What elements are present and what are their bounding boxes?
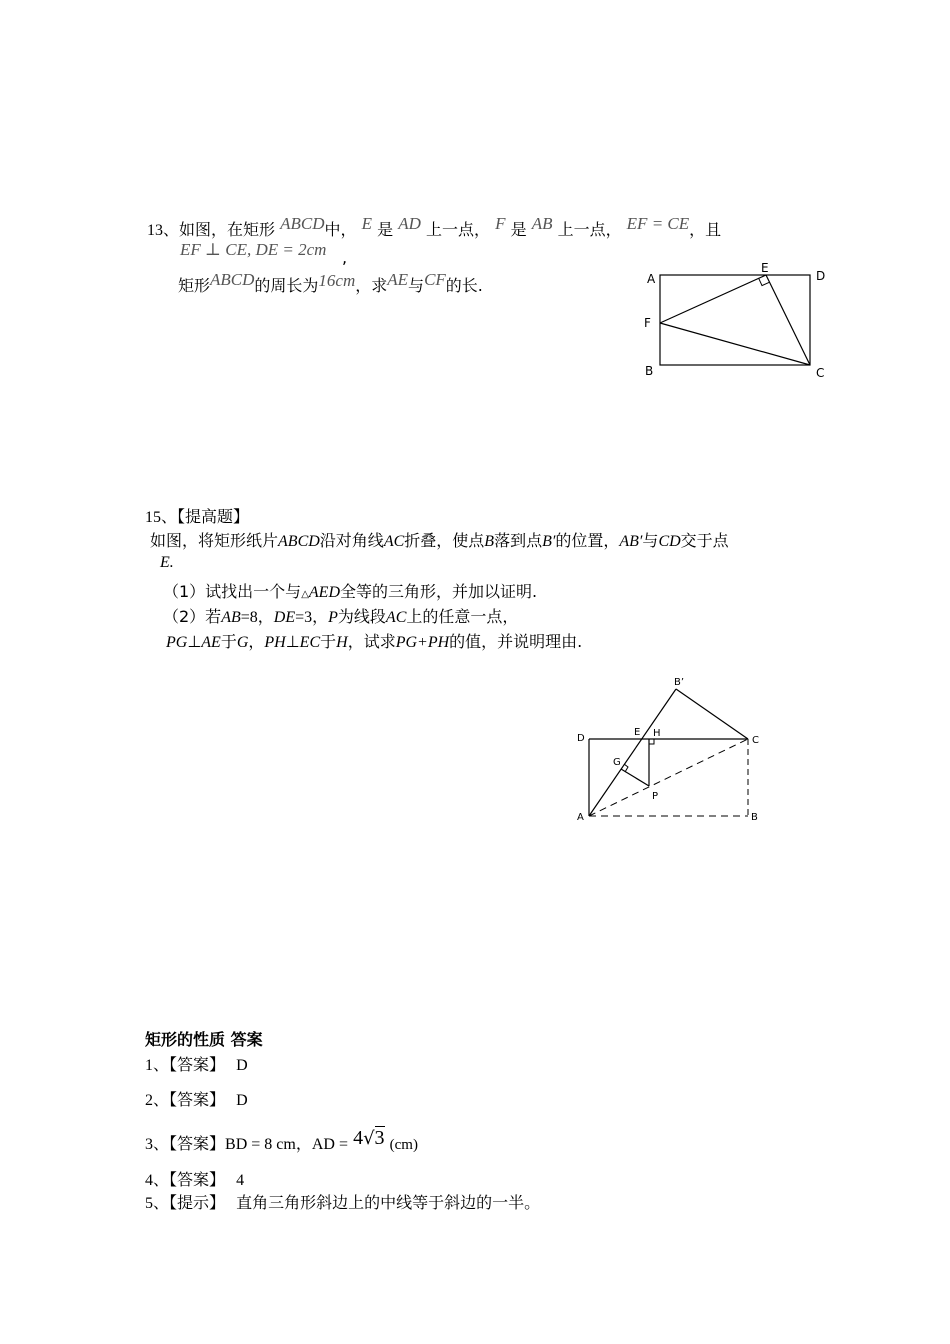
- q13-text-7: ，且: [689, 220, 722, 239]
- q15-l1c: 沿对角线: [319, 531, 384, 550]
- q15-s2a: （2）若: [163, 607, 222, 626]
- q15-s3h: ⊥: [285, 632, 300, 651]
- q15-l1g: 落到点: [494, 531, 543, 550]
- answer-3: [145, 1127, 418, 1155]
- q15-l1i: 的位置，: [555, 531, 620, 550]
- q15-label-e: E: [634, 727, 641, 738]
- q15-l1b: ABCD: [278, 533, 320, 550]
- q13-text-11: 与: [408, 276, 425, 295]
- q15-label-b-prime: B’: [674, 677, 685, 688]
- q13-text-3: 是: [377, 220, 394, 239]
- q13-math-ad: AD: [398, 214, 421, 233]
- q15-label-b: B: [751, 812, 758, 823]
- q15-s2i: 上的任意一点，: [406, 607, 519, 626]
- answer-3-coefficient: 4: [353, 1127, 364, 1149]
- answer-3-value: BD = 8 cm，AD =: [225, 1136, 348, 1153]
- q15-sub3: [166, 629, 582, 652]
- q13-comma: ,: [342, 248, 348, 267]
- q15-line2: E.: [160, 554, 174, 571]
- q15-s2e: =3，: [295, 609, 329, 626]
- q15-s3j: 于: [320, 632, 337, 651]
- q13-math-efce: EF = CE: [626, 214, 690, 233]
- q15-l1a: 如图，将矩形纸片: [150, 531, 279, 550]
- q15-s2b: AB: [221, 609, 241, 626]
- q13-math-abcd: ABCD: [280, 214, 325, 233]
- answer-5-tag: 【提示】: [169, 1193, 226, 1212]
- q15-line1: [150, 528, 729, 551]
- q15-number: 15、: [145, 509, 178, 526]
- answer-1: [145, 1052, 248, 1075]
- q15-label-c: C: [752, 735, 759, 746]
- q13-label-d: D: [816, 269, 826, 283]
- q15-label-d: D: [577, 733, 585, 744]
- q15-l1d: AC: [383, 533, 405, 550]
- q15-s3f: ，: [248, 632, 265, 651]
- q13-label-c: C: [816, 366, 825, 380]
- q15-l1j: AB′: [619, 533, 643, 550]
- q15-label-h: H: [653, 728, 661, 739]
- q15-s3e: G: [236, 634, 249, 651]
- q15-tag: 【提高题】: [177, 507, 250, 526]
- answer-4-tag: 【答案】: [169, 1170, 226, 1189]
- answer-5: [145, 1190, 540, 1213]
- q15-s2g: 为线段: [337, 607, 386, 626]
- q15-s2h: AC: [385, 609, 407, 626]
- sqrt-icon: √: [363, 1128, 375, 1149]
- answer-1-tag: 【答案】: [169, 1055, 226, 1074]
- q15-s3m: PG+PH: [395, 634, 450, 651]
- q15-sub2: [163, 604, 518, 627]
- q13-text-8: 矩形: [178, 276, 211, 295]
- q15-s1c: AED: [308, 584, 340, 601]
- q15-label-a: A: [577, 812, 584, 823]
- q13-math-16: 16cm: [318, 271, 356, 290]
- q15-s3l: ，试求: [347, 632, 396, 651]
- q15-s3b: ⊥: [187, 632, 202, 651]
- q13-math-abcd2: ABCD: [210, 270, 255, 289]
- answer-3-unit: (cm): [389, 1137, 418, 1153]
- q15-l1h: B′: [542, 533, 556, 550]
- q13-condition: EF ⊥ CE, DE = 2cm: [180, 240, 327, 259]
- answer-4: [145, 1167, 244, 1190]
- answer-1-value: D: [236, 1057, 248, 1074]
- q13-text-12: 的长.: [445, 276, 483, 295]
- q15-s3k: H: [336, 634, 348, 651]
- q13-text-4: 上一点，: [425, 220, 490, 239]
- q13-math-e: E: [361, 214, 373, 233]
- q13-math-ae: AE: [387, 270, 409, 289]
- q13-math-f: F: [495, 214, 506, 233]
- q15-s1b: △: [301, 589, 309, 600]
- q13-text-5: 是: [510, 220, 527, 239]
- q13-text-10: ，求: [355, 276, 388, 295]
- q13-number: 13、: [147, 222, 180, 239]
- answer-2-tag: 【答案】: [169, 1090, 226, 1109]
- q15-s3i: EC: [299, 634, 321, 651]
- q13-math-ab: AB: [531, 214, 553, 233]
- answer-4-number: 4、: [145, 1172, 170, 1189]
- answers-title: 矩形的性质 答案: [145, 1030, 263, 1049]
- answer-2: [145, 1087, 248, 1110]
- q15-s3d: 于: [220, 632, 237, 651]
- answer-3-radicand: 3: [374, 1127, 385, 1149]
- q15-label-p: P: [652, 791, 659, 802]
- q13-line1: [147, 214, 722, 240]
- q15-header: [145, 504, 249, 527]
- q15-segment-ab-prime: [589, 689, 676, 816]
- q15-l1k: 与: [642, 531, 659, 550]
- q13-text-2: 中，: [324, 220, 357, 239]
- answer-2-number: 2、: [145, 1092, 170, 1109]
- answer-3-sqrt: [363, 1127, 384, 1150]
- answer-5-value: 直角三角形斜边上的中线等于斜边的一半。: [236, 1193, 541, 1212]
- q13-label-f: F: [644, 316, 651, 330]
- q13-text-1: 如图，在矩形: [179, 220, 276, 239]
- q15-s1d: 全等的三角形，并加以证明.: [340, 582, 538, 601]
- q15-label-g: G: [613, 757, 621, 768]
- q15-sub1: [163, 579, 537, 602]
- q15-diagonal-ac-dashed: [589, 739, 748, 816]
- q15-s3a: PG: [166, 634, 188, 651]
- q13-math-cf: CF: [424, 270, 446, 289]
- answer-1-number: 1、: [145, 1057, 170, 1074]
- q13-figure: [630, 255, 840, 385]
- q15-l1e: 折叠，使点: [404, 531, 485, 550]
- q13-label-a: A: [647, 272, 656, 286]
- q13-segment-fc: [660, 323, 810, 365]
- q15-figure: [570, 670, 770, 830]
- q13-segment-ec: [766, 275, 810, 365]
- q15-l1l: CD: [658, 533, 681, 550]
- q15-l1f: B: [484, 533, 495, 550]
- q13-text-6: 上一点，: [557, 220, 622, 239]
- answer-5-number: 5、: [145, 1195, 170, 1212]
- q15-s2c: =8，: [240, 609, 274, 626]
- q13-segment-fe: [660, 275, 766, 323]
- q15-s2d: DE: [273, 609, 296, 626]
- q13-label-b: B: [645, 364, 654, 378]
- q15-s1a: （1）试找出一个与: [163, 582, 302, 601]
- q15-s2f: P: [328, 609, 338, 626]
- q15-s3n: 的值，并说明理由.: [449, 632, 583, 651]
- q15-segment-b-prime-c: [676, 689, 748, 739]
- q13-text-9: 的周长为: [254, 276, 319, 295]
- answer-2-value: D: [236, 1092, 248, 1109]
- answer-4-value: 4: [236, 1172, 245, 1189]
- answer-3-tag: 【答案】: [169, 1134, 226, 1153]
- q13-line2: [178, 270, 483, 296]
- q13-label-e: E: [761, 261, 769, 275]
- q15-s3g: PH: [264, 634, 286, 651]
- q15-l1m: 交于点: [680, 531, 729, 550]
- q15-right-angle-h: [649, 739, 654, 744]
- q15-s3c: AE: [201, 634, 221, 651]
- answer-3-number: 3、: [145, 1136, 170, 1153]
